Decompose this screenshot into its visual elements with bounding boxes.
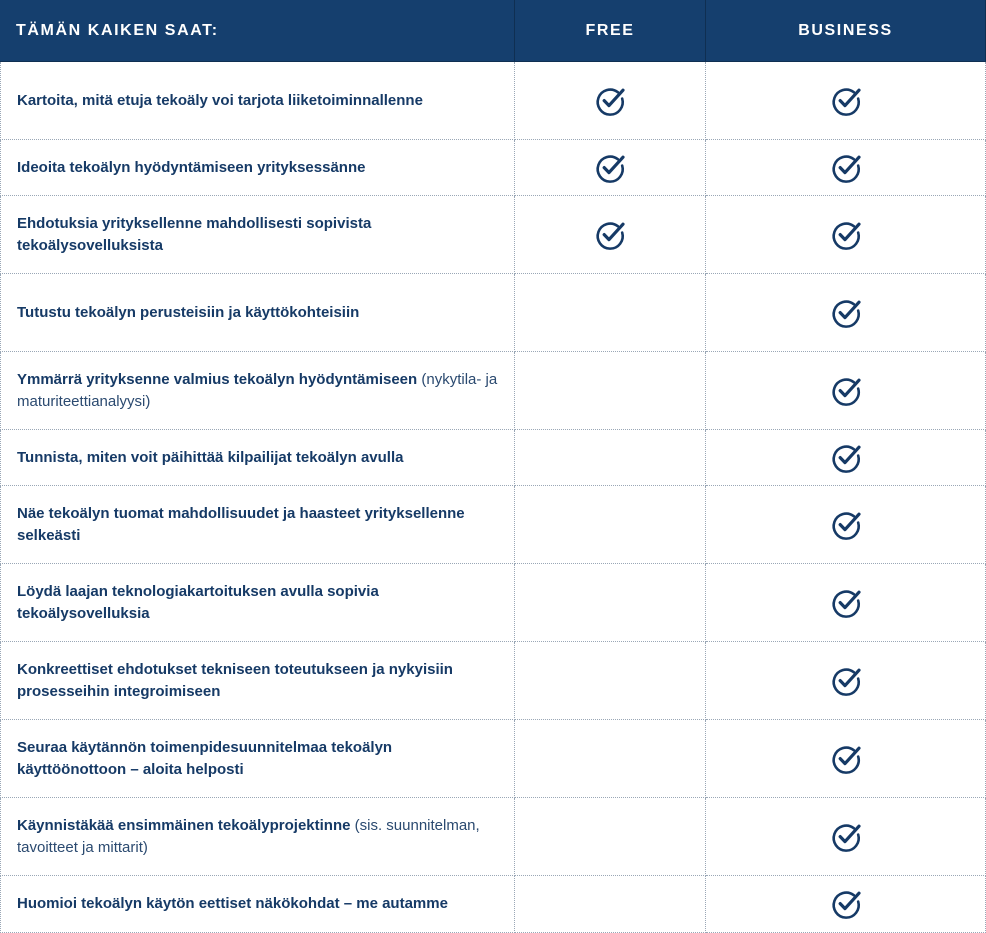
business-cell xyxy=(706,62,986,140)
check-circle-icon xyxy=(830,375,862,407)
free-cell xyxy=(515,564,706,642)
feature-label xyxy=(0,430,515,486)
check-circle-icon xyxy=(830,821,862,853)
feature-text: Tutustu tekoälyn perusteisiin ja käyttökohteisiin xyxy=(17,303,360,321)
check-circle-icon xyxy=(594,152,626,184)
feature-label xyxy=(0,720,515,798)
header-free: FREE xyxy=(515,0,706,62)
feature-note: (sis. suunnitelman, tavoitteet ja mittarit) xyxy=(17,816,480,856)
free-cell xyxy=(515,196,706,274)
check-circle-icon xyxy=(830,509,862,541)
feature-text: Ehdotuksia yrityksellenne mahdollisesti sopivista tekoälysovelluksista xyxy=(17,214,372,254)
check-circle-icon xyxy=(830,743,862,775)
feature-label xyxy=(0,196,515,274)
feature-label xyxy=(0,798,515,876)
business-cell xyxy=(706,486,986,564)
feature-text: Ymmärrä yrityksenne valmius tekoälyn hyödyntämiseen xyxy=(17,370,418,388)
feature-text: Seuraa käytännön toimenpidesuunnitelmaa tekoälyn käyttöönottoon – aloita helposti xyxy=(17,738,393,778)
free-cell xyxy=(515,274,706,352)
business-cell xyxy=(706,140,986,196)
check-circle-icon xyxy=(830,442,862,474)
free-cell xyxy=(515,486,706,564)
free-cell xyxy=(515,430,706,486)
check-circle-icon xyxy=(830,85,862,117)
free-cell xyxy=(515,876,706,933)
business-cell xyxy=(706,274,986,352)
feature-text: Huomioi tekoälyn käytön eettiset näkökohdat – me autamme xyxy=(17,895,448,912)
feature-label xyxy=(0,352,515,430)
feature-text: Tunnista, miten voit päihittää kilpailijat tekoälyn avulla xyxy=(17,448,404,466)
feature-text: Ideoita tekoälyn hyödyntämiseen yrityksessänne xyxy=(17,158,366,176)
check-circle-icon xyxy=(830,219,862,251)
feature-text: Kartoita, mitä etuja tekoäly voi tarjota liiketoiminnallenne xyxy=(17,91,423,109)
check-circle-icon xyxy=(594,219,626,251)
feature-label xyxy=(0,642,515,720)
check-circle-icon xyxy=(830,665,862,697)
check-circle-icon xyxy=(830,888,862,920)
header-features: TÄMÄN KAIKEN SAAT: xyxy=(0,0,515,62)
feature-label xyxy=(0,140,515,196)
feature-text: Löydä laajan teknologiakartoituksen avulla sopivia tekoälysovelluksia xyxy=(17,582,379,622)
check-circle-icon xyxy=(594,85,626,117)
business-cell xyxy=(706,642,986,720)
feature-label xyxy=(0,62,515,140)
feature-text: Konkreettiset ehdotukset tekniseen toteutukseen ja nykyisiin prosesseihin integroimiseen xyxy=(17,660,453,700)
business-cell xyxy=(706,720,986,798)
business-cell xyxy=(706,564,986,642)
free-cell xyxy=(515,140,706,196)
business-cell xyxy=(706,876,986,933)
business-cell xyxy=(706,196,986,274)
free-cell xyxy=(515,352,706,430)
check-circle-icon xyxy=(830,587,862,619)
check-circle-icon xyxy=(830,152,862,184)
feature-label xyxy=(0,274,515,352)
feature-text: Käynnistäkää ensimmäinen tekoälyprojektinne xyxy=(17,816,351,834)
free-cell xyxy=(515,798,706,876)
business-cell xyxy=(706,352,986,430)
business-cell xyxy=(706,430,986,486)
feature-label xyxy=(0,564,515,642)
free-cell xyxy=(515,62,706,140)
feature-label xyxy=(0,486,515,564)
feature-text: Näe tekoälyn tuomat mahdollisuudet ja haasteet yrityksellenne selkeästi xyxy=(17,504,465,544)
header-business: BUSINESS xyxy=(706,0,986,62)
feature-label xyxy=(0,876,515,933)
free-cell xyxy=(515,642,706,720)
business-cell xyxy=(706,798,986,876)
check-circle-icon xyxy=(830,297,862,329)
free-cell xyxy=(515,720,706,798)
feature-note: (nykytila- ja maturiteettianalyysi) xyxy=(17,370,498,410)
